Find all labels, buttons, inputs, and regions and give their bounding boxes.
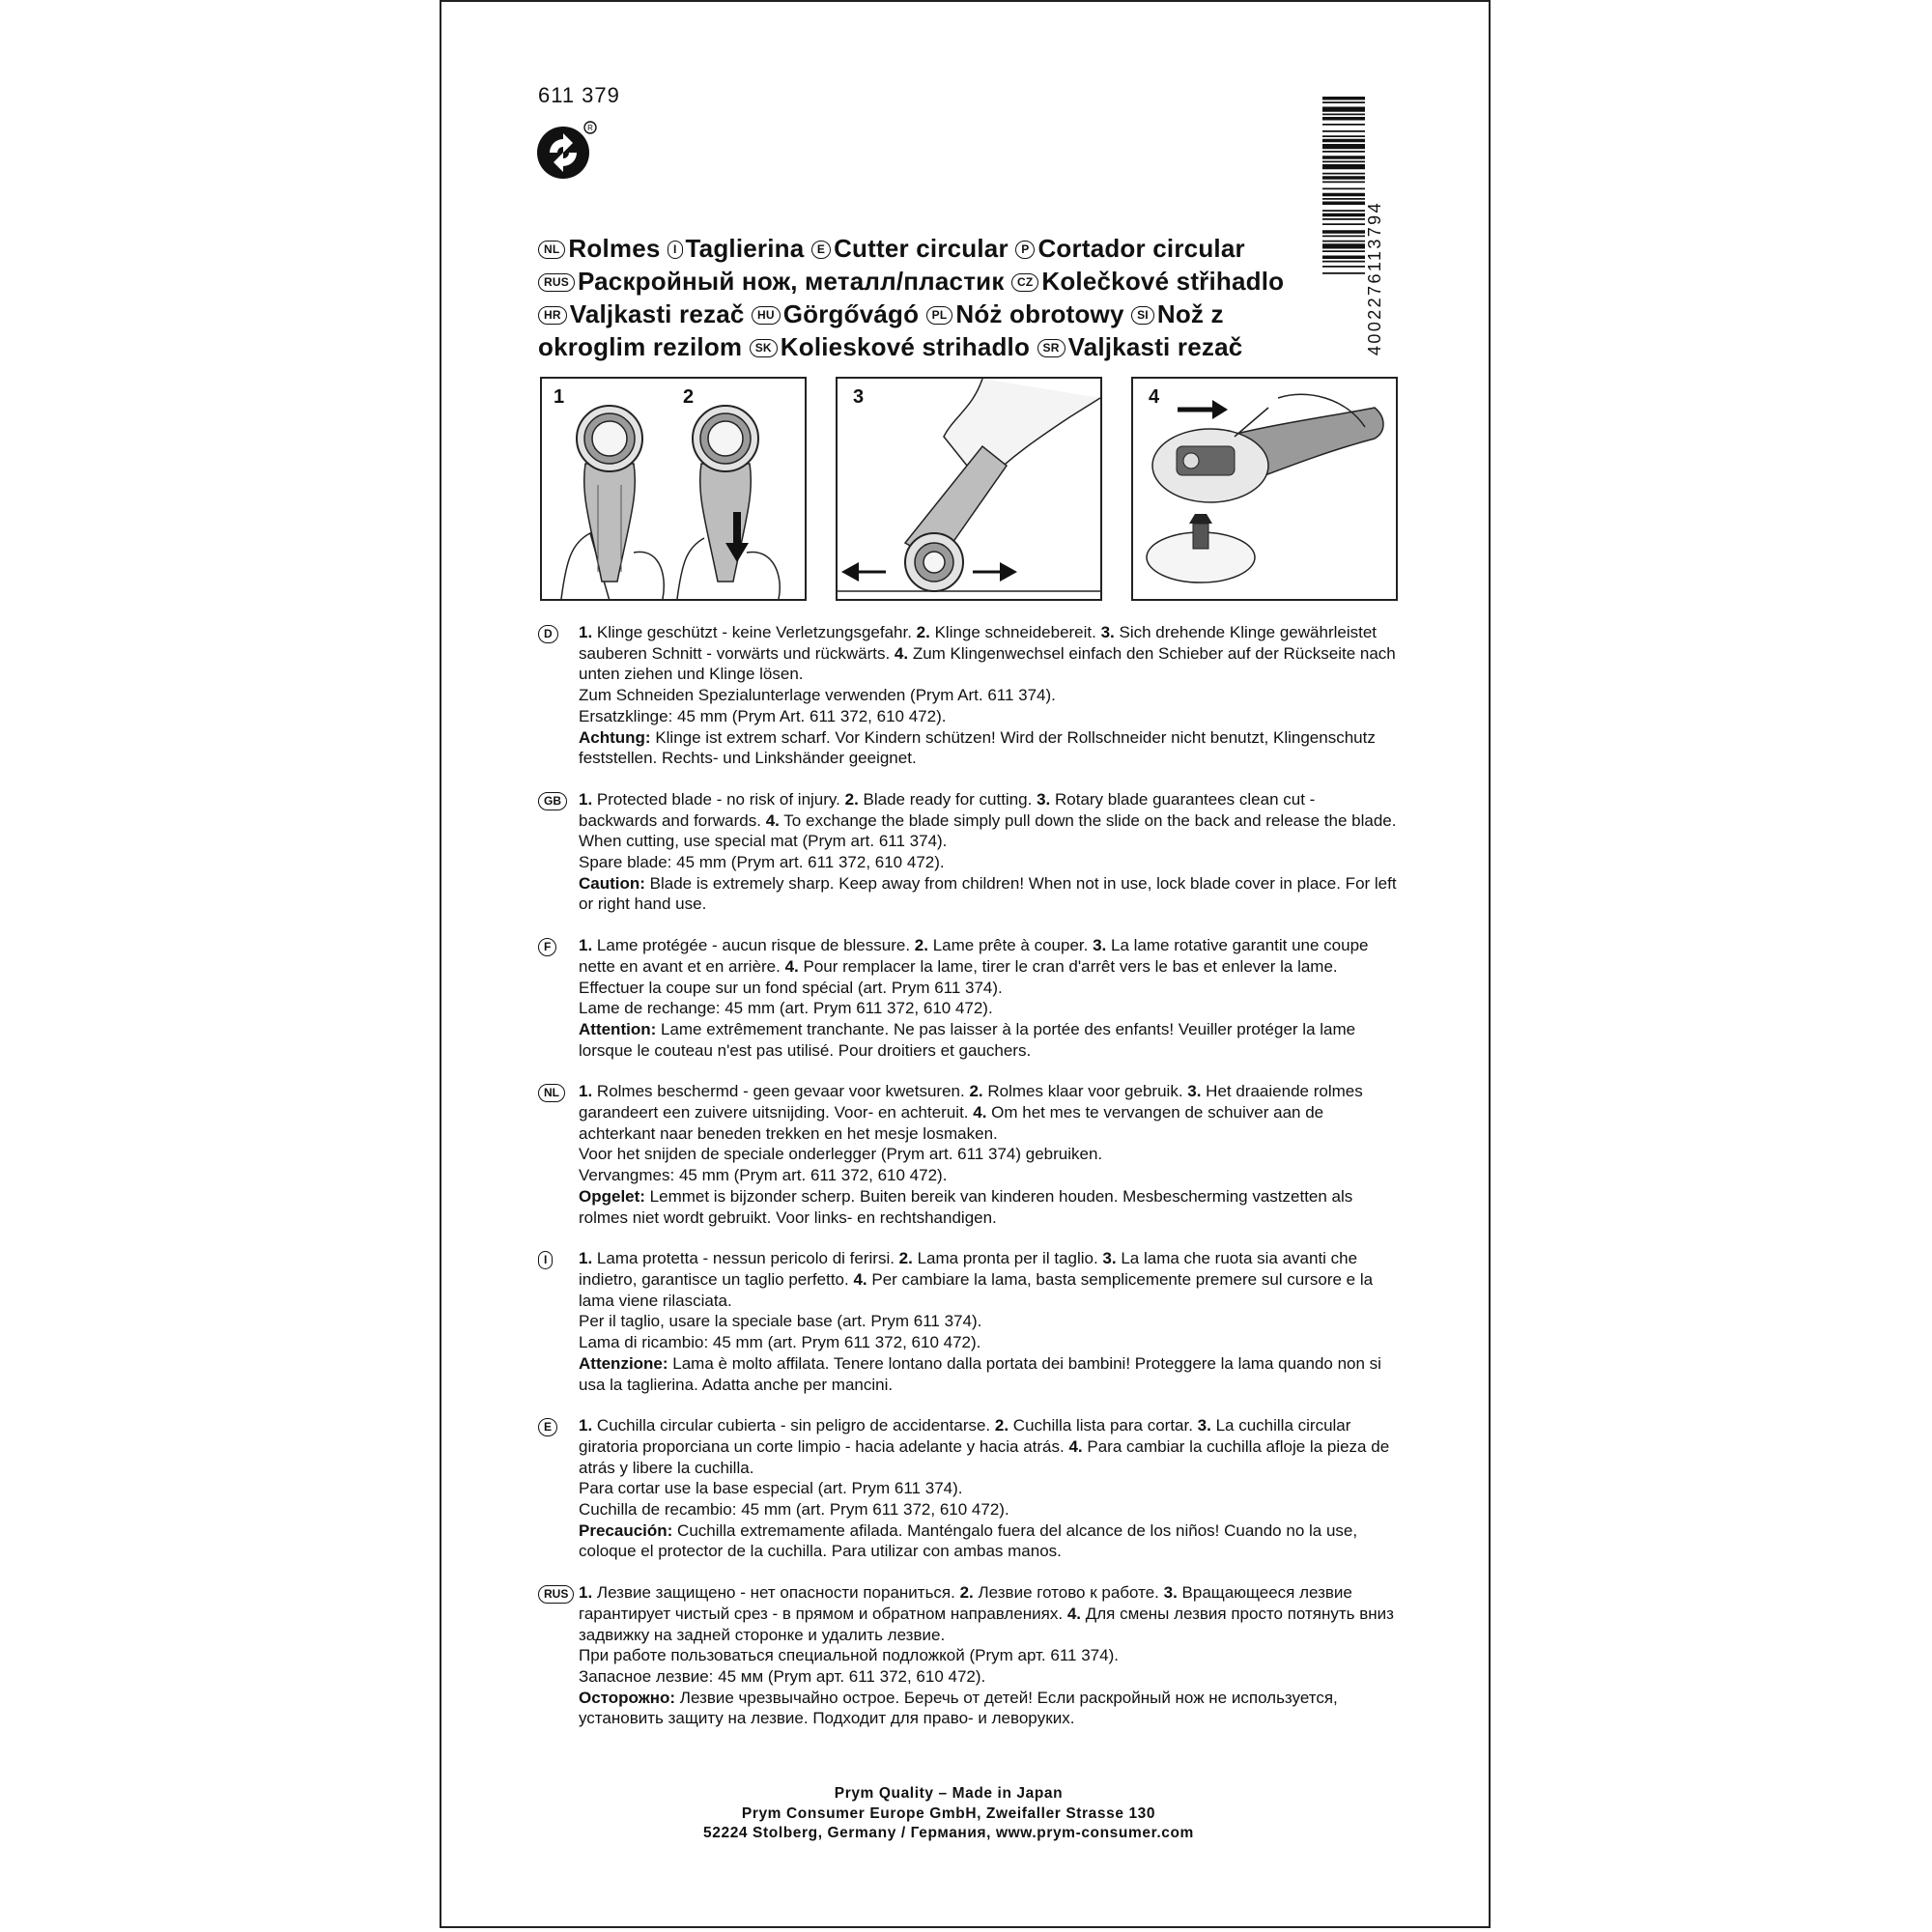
illustration-panel-step-3	[836, 377, 1102, 601]
title-hr: HR Valjkasti rezač	[538, 299, 745, 328]
mat-text: Per il taglio, usare la speciale base (art. Prym 611 374).	[579, 1312, 982, 1331]
title-rus: RUS Раскройный нож, металл/пластик	[538, 267, 1005, 296]
spare-blade-text: Cuchilla de recambio: 45 mm (art. Prym 611 372, 610 472).	[579, 1500, 1009, 1520]
barcode-bar	[1322, 144, 1365, 149]
barcode-bar	[1322, 193, 1365, 197]
lang-badge: PL	[926, 306, 953, 325]
barcode-bar	[1322, 151, 1365, 153]
instructions-f	[538, 935, 1398, 1061]
steps-text: 1. Cuchilla circular cubierta - sin peligro de accidentarse. 2. Cuchilla lista para cortar. 3. La cuchilla circular giratoria proporciana un corte limpio - hacia adelante y hacia atrás. 4. Para cambiar la cuchilla afloje la pieza de atrás y libere la cuchilla.	[579, 1416, 1390, 1477]
product-titles	[538, 232, 1321, 363]
barcode-bar	[1322, 161, 1365, 163]
title-hu: HU Görgővágó	[752, 299, 919, 328]
barcode-bars	[1322, 97, 1365, 274]
title-nl: NL Rolmes	[538, 234, 661, 263]
illustration-panels	[540, 377, 1398, 601]
instruction-sections	[538, 622, 1398, 1749]
illustration-panel-step-4	[1131, 377, 1398, 601]
barcode-bar	[1322, 130, 1365, 132]
mat-text: Para cortar use la base especial (art. Prym 611 374).	[579, 1479, 963, 1498]
barcode-bar	[1322, 198, 1365, 200]
title-si: SI Nož z okroglim rezilom	[538, 299, 1224, 361]
step-label-2: 2	[683, 386, 695, 408]
barcode-bar	[1322, 241, 1365, 242]
mat-text: Voor het snijden de speciale onderlegger (Prym art. 611 374) gebruiken.	[579, 1145, 1103, 1164]
barcode-bar	[1322, 223, 1365, 225]
lang-badge: CZ	[1011, 273, 1038, 292]
instructions-gb	[538, 789, 1398, 915]
lang-badge: D	[538, 625, 558, 643]
barcode-bar	[1322, 173, 1365, 175]
lang-badge: GB	[538, 792, 567, 810]
barcode-bar	[1322, 135, 1365, 137]
barcode-bar	[1322, 101, 1365, 103]
mat-text: При работе пользоваться специальной подложкой (Prym арт. 611 374).	[579, 1646, 1119, 1665]
spare-blade-text: Ersatzklinge: 45 mm (Prym Art. 611 372, 610 472).	[579, 706, 947, 725]
instructions-e	[538, 1415, 1398, 1562]
lang-badge: RUS	[538, 273, 575, 292]
lang-badge: I	[538, 1251, 553, 1269]
green-dot-recycling-icon	[536, 120, 598, 182]
barcode-bar	[1322, 139, 1365, 143]
article-number: 611 379	[538, 83, 620, 107]
barcode-bar	[1322, 156, 1365, 159]
warning-text: Precaución: Cuchilla extremamente afilada. Manténgalo fuera del alcance de los niños! Cuando no la use, coloque el protector de la cuchilla. Para utilizar con ambas manos.	[579, 1520, 1358, 1561]
steps-text: 1. Rolmes beschermd - geen gevaar voor kwetsuren. 2. Rolmes klaar voor gebruik. 3. Het draaiende rolmes garandeert een zuivere uitsnijding. Voor- en achteruit. 4. Om het mes te vervangen de schuiver aan de achterkant naar beneden trekken en het mesje losmaken.	[579, 1082, 1363, 1143]
step-label-3: 3	[853, 386, 865, 408]
svg-text:R: R	[587, 124, 593, 132]
steps-text: 1. Klinge geschützt - keine Verletzungsgefahr. 2. Klinge schneidebereit. 3. Sich drehende Klinge gewährleistet sauberen Schnitt - vorwärts und rückwärts. 4. Zum Klingenwechsel einfach den Schieber auf der Rückseite nach unten ziehen und Klinge lösen.	[579, 623, 1396, 684]
mat-text: Zum Schneiden Spezialunterlage verwenden (Prym Art. 611 374).	[579, 686, 1056, 705]
barcode-bar	[1322, 182, 1365, 184]
footer-company-line: Prym Consumer Europe GmbH, Zweifaller Strasse 130	[741, 1804, 1156, 1822]
instructions-de	[538, 622, 1398, 769]
barcode	[1322, 97, 1386, 355]
steps-text: 1. Лезвие защищено - нет опасности пораниться. 2. Лезвие готово к работе. 3. Вращающееся лезвие гарантирует чистый срез - в прямом и обратном направлениях. 4. Для смены лезвия просто потянуть вниз задвижку на задней сторонке и удалить лезвие.	[579, 1583, 1394, 1644]
barcode-bar	[1322, 114, 1365, 116]
barcode-bar	[1322, 117, 1365, 121]
lang-badge: HU	[752, 306, 781, 325]
barcode-bar	[1322, 124, 1365, 126]
illustration-panel-steps-1-2	[540, 377, 807, 601]
spare-blade-text: Spare blade: 45 mm (Prym art. 611 372, 610 472).	[579, 853, 945, 872]
warning-text: Осторожно: Лезвие чрезвычайно острое. Беречь от детей! Если раскройный нож не используется, установить защиту на лезвие. Подходит для право- и левоpуких.	[579, 1688, 1338, 1728]
barcode-bar	[1322, 218, 1365, 220]
instructions-nl	[538, 1081, 1398, 1228]
manufacturer-footer	[538, 1784, 1359, 1844]
lang-badge: SK	[750, 339, 778, 357]
lang-badge: F	[538, 938, 556, 956]
lang-badge: RUS	[538, 1585, 574, 1604]
steps-text: 1. Lame protégée - aucun risque de blessure. 2. Lame prête à couper. 3. La lame rotative garantit une coupe nette en avant et en arrière. 4. Pour remplacer la lame, tirer le cran d'arrêt vers le bas et enlever la lame.	[579, 936, 1369, 976]
spare-blade-text: Запасное лезвие: 45 мм (Prym арт. 611 372, 610 472).	[579, 1666, 986, 1686]
lang-badge: SI	[1131, 306, 1154, 325]
steps-text: 1. Protected blade - no risk of injury. 2. Blade ready for cutting. 3. Rotary blade guarantees clean cut - backwards and forwards. 4. To exchange the blade simply pull down the slide on the back and release the blade.	[579, 789, 1397, 830]
barcode-bar	[1322, 213, 1365, 217]
barcode-bar	[1322, 230, 1365, 234]
barcode-bar	[1322, 107, 1365, 112]
barcode-bar	[1322, 164, 1365, 169]
footer-address-line: 52224 Stolberg, Germany / Германия, www.prym-consumer.com	[703, 1825, 1194, 1841]
instructions-rus	[538, 1582, 1398, 1729]
warning-text: Attention: Lame extrêmement tranchante. Ne pas laisser à la portée des enfants! Veuiller protéger la lame lorsque le couteau n'est pas utilisé. Pour droitiers et gauchers.	[579, 1019, 1356, 1060]
title-cz: CZ Kolečkové střihadlo	[1011, 267, 1284, 296]
spare-blade-text: Lame de rechange: 45 mm (art. Prym 611 372, 610 472).	[579, 999, 993, 1018]
title-sr: SR Valjkasti rezač	[1037, 332, 1243, 361]
lang-badge: E	[811, 241, 831, 259]
blade-exchange-illustration	[1133, 379, 1396, 599]
barcode-bar	[1322, 243, 1365, 248]
spare-blade-text: Lama di ricambio: 45 mm (art. Prym 611 372, 610 472).	[579, 1333, 981, 1352]
barcode-bar	[1322, 97, 1365, 100]
insert-card	[440, 0, 1491, 1928]
lang-badge: SR	[1037, 339, 1065, 357]
barcode-bar	[1322, 210, 1365, 212]
footer-quality-line: Prym Quality – Made in Japan	[834, 1785, 1064, 1802]
barcode-bar	[1322, 202, 1365, 206]
spare-blade-text: Vervangmes: 45 mm (Prym art. 611 372, 610 472).	[579, 1166, 948, 1185]
warning-text: Opgelet: Lemmet is bijzonder scherp. Buiten bereik van kinderen houden. Mesbescherming vastzetten als rolmes niet wordt gebruikt. Voor links- en rechtshandigen.	[579, 1186, 1353, 1227]
lang-badge: NL	[538, 241, 565, 259]
barcode-bar	[1322, 250, 1365, 252]
title-pl: PL Nóż obrotowy	[926, 299, 1124, 328]
barcode-bar	[1322, 188, 1365, 190]
title-p: P Cortador circular	[1015, 234, 1245, 263]
warning-text: Attenzione: Lama è molto affilata. Tenere lontano dalla portata dei bambini! Proteggere la lama quando non si usa la taglierina. Adatta anche per mancini.	[579, 1353, 1381, 1394]
barcode-bar	[1322, 236, 1365, 238]
title-i: I Taglierina	[668, 234, 804, 263]
barcode-bar	[1322, 256, 1365, 260]
lang-badge: NL	[538, 1084, 565, 1102]
lang-badge: HR	[538, 306, 567, 325]
cutting-motion-illustration	[838, 379, 1100, 599]
title-sk: SK Kolieskové strihadlo	[750, 332, 1030, 361]
instructions-i	[538, 1248, 1398, 1395]
cutter-closed-open-illustration	[542, 379, 805, 599]
lang-badge: E	[538, 1418, 557, 1436]
lang-badge: P	[1015, 241, 1035, 259]
title-e: E Cutter circular	[811, 234, 1009, 263]
step-label-1: 1	[554, 386, 565, 408]
warning-text: Achtung: Klinge ist extrem scharf. Vor Kindern schützen! Wird der Rollschneider nicht benutzt, Klingenschutz feststellen. Rechts- und Linkshänder geeignet.	[579, 727, 1376, 768]
step-label-4: 4	[1149, 386, 1160, 408]
steps-text: 1. Lama protetta - nessun pericolo di ferirsi. 2. Lama pronta per il taglio. 3. La lama che ruota sia avanti che indietro, garantisce un taglio perfetto. 4. Per cambiare la lama, basta semplicemente premere sul cursore e la lama viene rilasciata.	[579, 1249, 1374, 1310]
barcode-bar	[1322, 272, 1365, 274]
mat-text: Effectuer la coupe sur un fond spécial (art. Prym 611 374).	[579, 978, 1003, 997]
warning-text: Caution: Blade is extremely sharp. Keep away from children! When not in use, lock blade cover in place. For left or right hand use.	[579, 873, 1397, 914]
barcode-bar	[1322, 176, 1365, 180]
barcode-digits: 4002276113794	[1365, 200, 1384, 355]
barcode-bar	[1322, 266, 1365, 268]
mat-text: When cutting, use special mat (Prym art. 611 374).	[579, 832, 948, 851]
barcode-bar	[1322, 261, 1365, 263]
lang-badge: I	[668, 241, 683, 259]
